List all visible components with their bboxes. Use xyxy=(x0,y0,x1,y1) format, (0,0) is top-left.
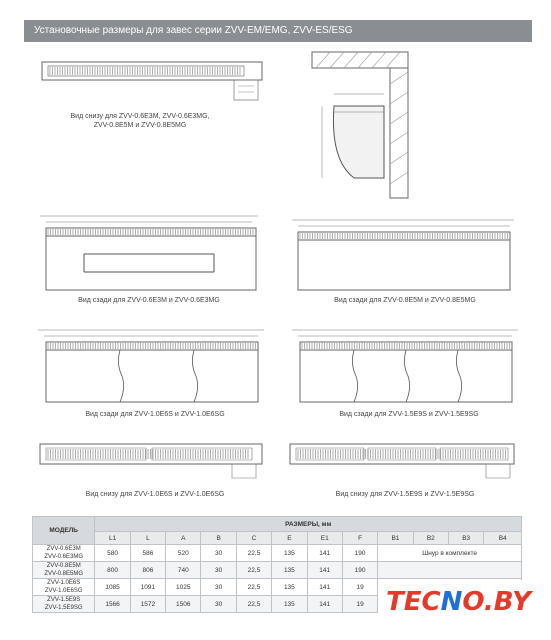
col-header: B xyxy=(201,532,236,545)
col-header: C xyxy=(236,532,271,545)
value-cell: 30 xyxy=(201,596,236,613)
caption-rear-view-10: Вид сзади для ZVV-1.0E6S и ZVV-1.0E6SG xyxy=(85,411,225,418)
drawing-bottom-view-small xyxy=(38,56,278,108)
value-cell: 190 xyxy=(342,545,377,562)
logo-part-1: TEC xyxy=(386,587,441,617)
drawing-rear-view-15 xyxy=(288,326,522,406)
value-cell: 141 xyxy=(307,545,342,562)
drawing-side-mount xyxy=(312,50,412,200)
drawing-bottom-view-15 xyxy=(286,438,520,488)
table-header-model: МОДЕЛЬ xyxy=(33,517,95,545)
logo-part-3: O.BY xyxy=(462,587,531,617)
col-header: A xyxy=(166,532,201,545)
model-cell: ZVV-0.8E5M ZVV-0.8E5MG xyxy=(33,562,95,579)
value-cell: 30 xyxy=(201,579,236,596)
model-cell: ZVV-0.6E3M ZVV-0.6E3MG xyxy=(33,545,95,562)
col-header: F xyxy=(342,532,377,545)
value-cell: 586 xyxy=(130,545,165,562)
value-cell: 135 xyxy=(272,562,307,579)
value-cell: 520 xyxy=(166,545,201,562)
col-header: B1 xyxy=(378,532,413,545)
caption-bottom-view-small: Вид снизу для ZVV-0.6E3M, ZVV-0.6E3MG, ZVV-0.8E5M и ZVV-0.8E5MG xyxy=(70,113,210,129)
value-cell: 141 xyxy=(307,579,342,596)
value-cell: 30 xyxy=(201,545,236,562)
tecno-by-logo[interactable] xyxy=(378,580,543,624)
model-cell: ZVV-1.0E6S ZVV-1.0E6SG xyxy=(33,579,95,596)
caption-bottom-view-10: Вид снизу для ZVV-1.0E6S и ZVV-1.0E6SG xyxy=(85,491,225,498)
col-header: B3 xyxy=(448,532,483,545)
value-cell: 19 xyxy=(342,596,377,613)
drawing-bottom-view-10 xyxy=(36,438,266,488)
value-cell: 22,5 xyxy=(236,579,271,596)
value-cell: 580 xyxy=(95,545,130,562)
col-header: E1 xyxy=(307,532,342,545)
drawing-rear-view-10 xyxy=(34,326,268,406)
model-cell: ZVV-1.5E9S ZVV-1.5E9SG xyxy=(33,596,95,613)
caption-bottom-view-15: Вид снизу для ZVV-1.5E9S и ZVV-1.5E9SG xyxy=(335,491,475,498)
logo-text xyxy=(386,584,531,620)
logo-part-2: N xyxy=(440,587,463,617)
drawing-rear-view-08 xyxy=(288,216,520,296)
value-cell: 190 xyxy=(342,562,377,579)
value-cell: 1091 xyxy=(130,579,165,596)
value-cell: 135 xyxy=(272,596,307,613)
value-cell: 22,5 xyxy=(236,562,271,579)
value-cell: 135 xyxy=(272,579,307,596)
value-cell: 22,5 xyxy=(236,596,271,613)
table-header-sizes: РАЗМЕРЫ, мм xyxy=(95,517,522,532)
col-header: B4 xyxy=(484,532,522,545)
caption-rear-view-08: Вид сзади для ZVV-0.8E5M и ZVV-0.8E5MG xyxy=(334,297,476,304)
table-row xyxy=(33,545,522,562)
value-cell: 22,5 xyxy=(236,545,271,562)
value-cell: 800 xyxy=(95,562,130,579)
value-cell: 141 xyxy=(307,596,342,613)
table-row xyxy=(33,562,522,579)
drawing-rear-view-06 xyxy=(34,212,266,294)
value-cell: 1025 xyxy=(166,579,201,596)
caption-rear-view-06: Вид сзади для ZVV-0.6E3M и ZVV-0.6E3MG xyxy=(78,297,220,304)
value-cell: 135 xyxy=(272,545,307,562)
value-cell: 740 xyxy=(166,562,201,579)
col-header: B2 xyxy=(413,532,448,545)
value-cell: 141 xyxy=(307,562,342,579)
section-title: Установочные размеры для завес серии ZVV-EM/EMG, ZVV-ES/ESG xyxy=(34,25,353,36)
col-header: E xyxy=(272,532,307,545)
value-cell: 806 xyxy=(130,562,165,579)
value-cell: 1572 xyxy=(130,596,165,613)
value-cell: 1085 xyxy=(95,579,130,596)
empty-cell xyxy=(378,562,522,579)
section-header xyxy=(24,20,532,42)
value-cell: 1506 xyxy=(166,596,201,613)
value-cell: 30 xyxy=(201,562,236,579)
value-cell: 19 xyxy=(342,579,377,596)
col-header: L1 xyxy=(95,532,130,545)
caption-rear-view-15: Вид сзади для ZVV-1.5E9S и ZVV-1.5E9SG xyxy=(339,411,479,418)
col-header: L xyxy=(130,532,165,545)
cord-note-cell: Шнур в комплекте xyxy=(378,545,522,562)
value-cell: 1566 xyxy=(95,596,130,613)
